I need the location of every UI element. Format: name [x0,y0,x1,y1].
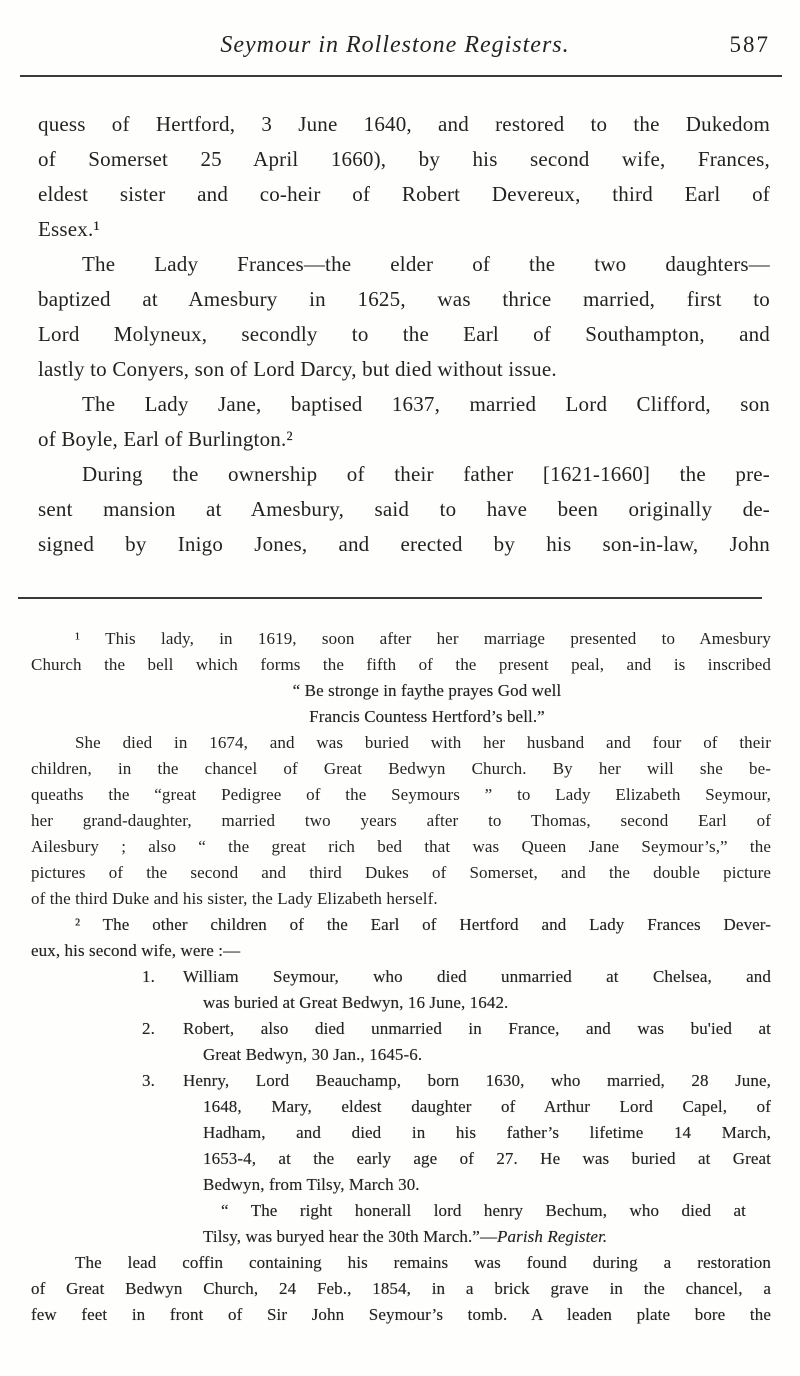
footnote-1 [31,626,771,678]
text-line: Great Bedwyn, 30 Jan., 1645-6. [203,1045,423,1064]
bell-inscription-quote [31,678,771,730]
text-line: eldest sister and co-heir of Robert Devereux, third Earl of [38,182,770,206]
footnotes [31,626,771,1328]
text-line: She died in 1674, and was buried with her husband and four of their [75,733,771,752]
text-line: baptized at Amesbury in 1625, was thrice married, first to [38,287,770,311]
text-line: Bedwyn, from Tilsy, March 30. [203,1175,420,1194]
text-line: “ The right honerall lord henry Bechum, who died at [221,1201,746,1220]
text-line: children, in the chancel of Great Bedwyn Church. By her will she be- [31,759,771,778]
text-line: eux, his second wife, were :— [31,941,241,960]
text-line: Essex.¹ [38,217,100,241]
text-line: was buried at Great Bedwyn, 16 June, 1642. [203,993,509,1012]
text-line: The Lady Jane, baptised 1637, married Lord Clifford, son [82,392,770,416]
text-line: of Great Bedwyn Church, 24 Feb., 1854, in a brick grave in the chancel, a [31,1279,771,1298]
text-line: Robert, also died unmarried in France, and was bu'ied at [183,1019,771,1038]
list-item [31,1016,771,1068]
item-number: 1. [142,967,155,986]
text-line: ¹ This lady, in 1619, soon after her marriage presented to Amesbury [75,629,771,648]
parish-register-quote [31,1198,771,1250]
text-line: 1648, Mary, eldest daughter of Arthur Lord Capel, of [203,1097,771,1116]
text-line: During the ownership of their father [1621-1660] the pre- [82,462,770,486]
footnote-rule [18,597,762,599]
text-line: lastly to Conyers, son of Lord Darcy, but died without issue. [38,357,557,381]
page-number: 587 [729,32,770,57]
item-number: 2. [142,1019,155,1038]
text-line: Ailesbury ; also “ the great rich bed that was Queen Jane Seymour’s,” the [31,837,771,856]
text-line: of the third Duke and his sister, the Lady Elizabeth herself. [31,889,438,908]
text-line: Henry, Lord Beauchamp, born 1630, who married, 28 June, [183,1071,771,1090]
text-line: ² The other children of the Earl of Hertford and Lady Frances Dever- [75,915,771,934]
list-item [31,1068,771,1198]
list-item [31,964,771,1016]
main-text [38,107,770,562]
text-line: The Lady Frances—the elder of the two daughters— [82,252,770,276]
header-rule [20,75,782,77]
text-line: William Seymour, who died unmarried at Chelsea, and [183,967,771,986]
source-citation: Parish Register. [497,1227,608,1246]
text-line: her grand-daughter, married two years after to Thomas, second Earl of [31,811,771,830]
text-line: of Somerset 25 April 1660), by his second wife, Frances, [38,147,770,171]
text-line: Francis Countess Hertford’s bell.” [309,707,545,726]
text-line: Hadham, and died in his father’s lifetime 14 March, [203,1123,771,1142]
closing-paragraph [31,1250,771,1328]
paragraph [38,107,770,247]
page-title: Seymour in Rollestone Registers. [220,32,570,58]
page-header [20,32,770,59]
paragraph [38,387,770,457]
item-number: 3. [142,1071,155,1090]
text-line: The lead coffin containing his remains was found during a restoration [75,1253,771,1272]
text-line: of Boyle, Earl of Burlington.² [38,427,293,451]
paragraph [38,247,770,387]
text-line: quess of Hertford, 3 June 1640, and restored to the Dukedom [38,112,770,136]
text-line: few feet in front of Sir John Seymour’s tomb. A leaden plate bore the [31,1305,771,1324]
text-line [203,1224,771,1250]
text-line: “ Be stronge in faythe prayes God well [292,681,562,700]
footnote-1-continued [31,730,771,912]
text-line: 1653-4, at the early age of 27. He was buried at Great [203,1149,771,1168]
quote-text: Tilsy, was buryed hear the 30th March.”— [203,1227,498,1246]
text-line: signed by Inigo Jones, and erected by his son-in-law, John [38,532,770,556]
paragraph [38,457,770,562]
text-line: queaths the “great Pedigree of the Seymours ” to Lady Elizabeth Seymour, [31,785,771,804]
footnote-2 [31,912,771,964]
text-line: sent mansion at Amesbury, said to have been originally de- [38,497,770,521]
text-line: pictures of the second and third Dukes of Somerset, and the double picture [31,863,771,882]
text-line: Church the bell which forms the fifth of the present peal, and is inscribed [31,655,771,674]
text-line: Lord Molyneux, secondly to the Earl of Southampton, and [38,322,770,346]
